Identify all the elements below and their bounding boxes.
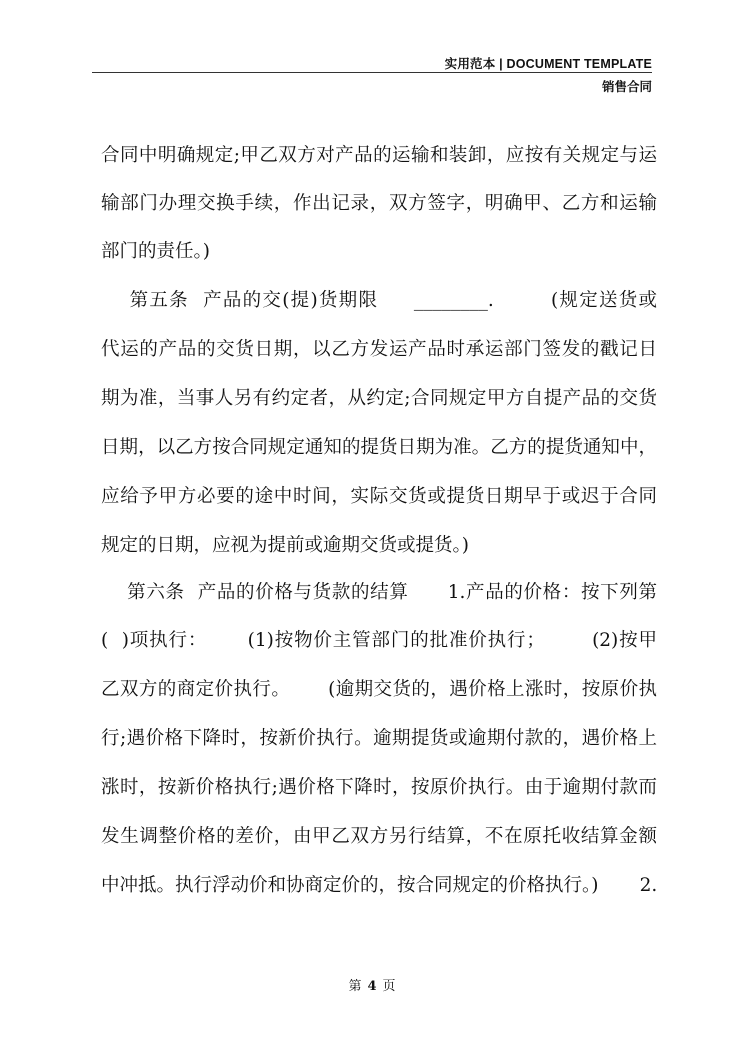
body-line-11: ( )项执行： (1)按物价主管部门的批准价执行； (2)按甲: [101, 630, 657, 651]
header-divider: [92, 72, 652, 73]
body-line-9: 规定的日期，应视为提前或逾期交货或提货。): [101, 535, 469, 556]
body-line-14: 涨时，按新价格执行;遇价格下降时，按原价执行。由于逾期付款而: [101, 777, 657, 798]
body-line-4: 第五条 产品的交(提)货期限 ________. (规定送货或: [101, 290, 657, 311]
body-line-1: 合同中明确规定;甲乙双方对产品的运输和装卸，应按有关规定与运: [101, 145, 657, 166]
body-line-7: 日期，以乙方按合同规定通知的提货日期为准。乙方的提货通知中，: [101, 437, 657, 458]
body-line-3: 部门的责任。): [101, 241, 210, 262]
header-subtitle: 销售合同: [601, 80, 652, 94]
page-number: 4: [367, 979, 377, 994]
body-line-2: 输部门办理交换手续，作出记录，双方签字，明确甲、乙方和运输: [101, 193, 657, 214]
page-label-prefix: 第: [348, 979, 362, 994]
body-line-8: 应给予甲方必要的途中时间，实际交货或提货日期早于或迟于合同: [101, 486, 657, 507]
page-footer: [0, 975, 744, 994]
body-line-13: 行;遇价格下降时，按新价执行。逾期提货或逾期付款的，遇价格上: [101, 728, 657, 749]
body-line-5: 代运的产品的交货日期，以乙方发运产品时承运部门签发的戳记日: [101, 339, 657, 360]
body-line-12: 乙双方的商定价执行。 (逾期交货的，遇价格上涨时，按原价执: [101, 679, 657, 700]
page-label-suffix: 页: [382, 979, 396, 994]
body-line-10: 第六条 产品的价格与货款的结算 1.产品的价格：按下列第: [101, 582, 657, 603]
body-line-6: 期为准，当事人另有约定者，从约定;合同规定甲方自提产品的交货: [101, 388, 657, 409]
header-title: 实用范本 | DOCUMENT TEMPLATE: [444, 57, 652, 71]
body-line-15: 发生调整价格的差价，由甲乙双方另行结算，不在原托收结算金额: [101, 826, 657, 847]
body-line-16: 中冲抵。执行浮动价和协商定价的，按合同规定的价格执行。) 2.: [101, 875, 657, 896]
